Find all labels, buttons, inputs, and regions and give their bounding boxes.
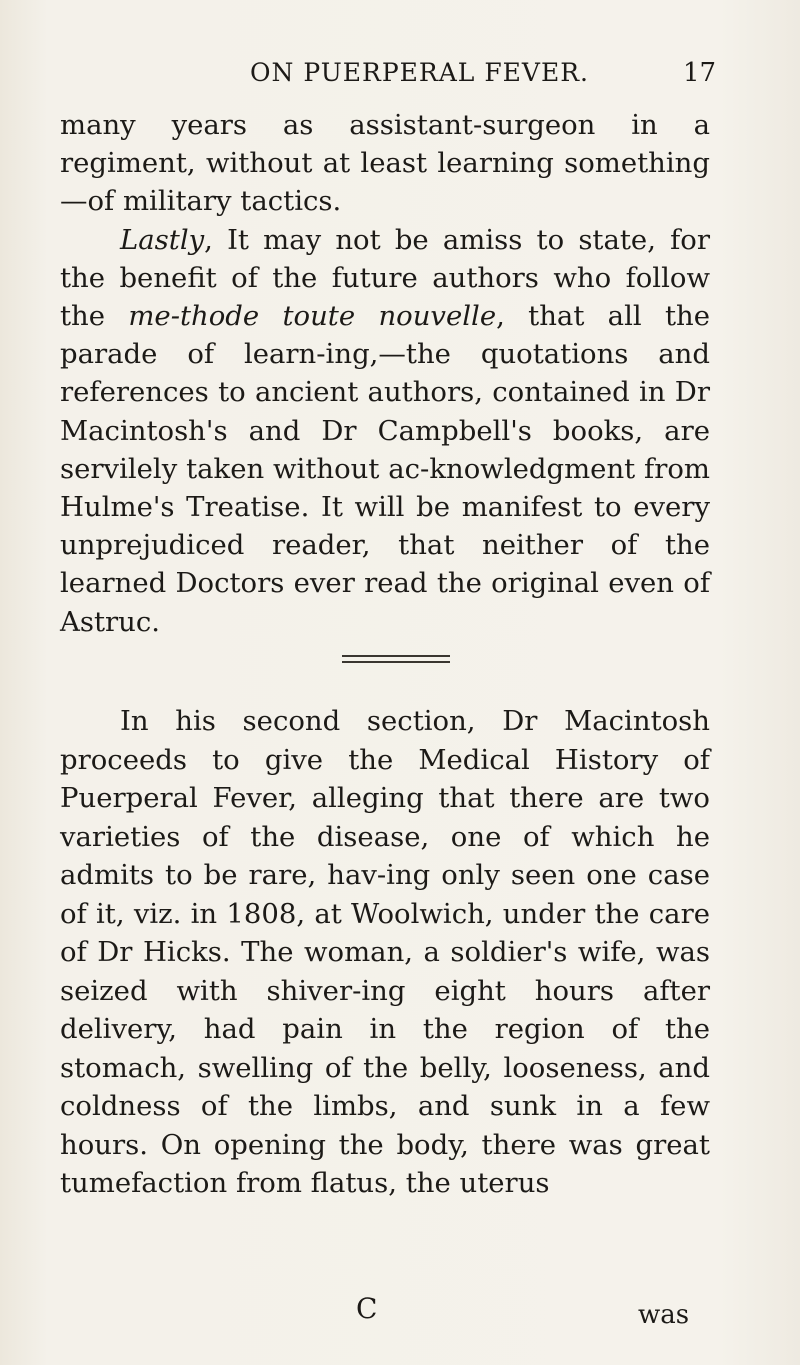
paragraph-1-text: many years as assistant-surgeon in a regiment, without at least learning something—of military tactics.: [60, 109, 710, 218]
paragraph-1: [60, 106, 710, 221]
page-footer: [0, 1292, 800, 1332]
paragraph-2-text-a: , It may not be amiss to state, for the benefit of the future authors who follow the: [60, 223, 710, 333]
paragraph-3-text: In his second section, Dr Macintosh proceeds to give the Medical History of Puerperal Fever, alleging that there are two varieties of the disease, one of which he admits to be rare, hav-ing only seen one case of it, viz. in 1808, at Woolwich, under the care of Dr Hicks. The woman, a soldier's wife, was seized with shiver-ing eight hours after delivery, had pain in the region of the stomach, swelling of the belly, looseness, and coldness of the limbs, and sunk in a few hours. On opening the body, there was great tumefaction from flatus, the uterus: [60, 705, 710, 1199]
paragraph-2: [60, 221, 710, 641]
paragraph-2-text-b: , that all the parade of learn-ing,—the quotations and references to ancient authors, contained in Dr Macintosh's and Dr Campbell's books, are servilely taken without ac-knowledgment from Hulme's Treatise. It will be manifest to every unprejudiced reader, that neither of the learned Doctors ever read the original even of Astruc.: [60, 300, 711, 638]
body-text: [60, 106, 710, 641]
second-section-text: [60, 702, 710, 1203]
signature-mark: C: [356, 1292, 378, 1325]
section-divider-rule: [342, 655, 450, 663]
running-head: ON PUERPERAL FEVER.: [250, 58, 590, 87]
catchword: was: [638, 1300, 690, 1330]
paragraph-2-lastly: Lastly: [120, 223, 205, 256]
paragraph-2-methode: me-thode toute nouvelle: [128, 300, 497, 333]
page-number: 17: [683, 58, 717, 88]
paragraph-3: [60, 702, 710, 1203]
